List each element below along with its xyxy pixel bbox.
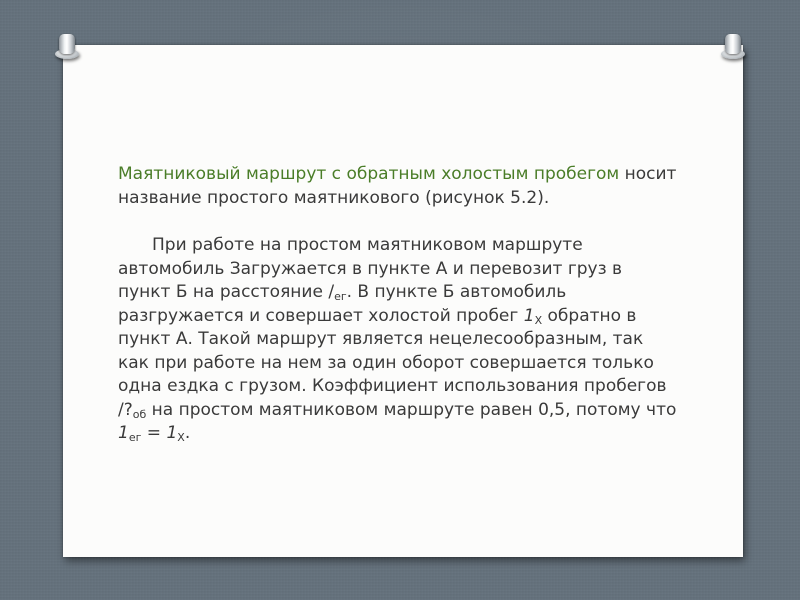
term-highlight: Маятниковый маршрут с обратным холостым пробегом (118, 164, 620, 184)
slide-text (118, 163, 678, 446)
paragraph-definition (118, 163, 678, 210)
pushpin-icon (55, 34, 79, 62)
variable: 1 (523, 305, 535, 326)
variable-subscript: ег (334, 290, 347, 303)
pushpin-icon (721, 34, 745, 62)
text-segment: = (141, 423, 167, 443)
definition-text: носит название простого маятникового (рисунок 5.2). (118, 164, 677, 208)
variable: /? (118, 399, 133, 420)
text-segment: . В пункте Б автомобиль разгружается и совершает холостой пробег (118, 282, 567, 326)
variable: 1 (118, 423, 129, 443)
variable-subscript: ег (128, 431, 142, 444)
text-segment: . (184, 423, 191, 443)
text-segment: на простом маятниковом маршруте равен 0,5, потому что (146, 399, 677, 420)
variable: 1 (166, 423, 178, 443)
text-segment: При работе на простом маятниковом маршруте автомобиль Загружается в пункте А и перевозит груз в пункт Б на расстояние (118, 235, 623, 302)
variable: / (328, 282, 335, 302)
text-segment: обратно в пункт А. Такой маршрут является нецелесообразным, так как при работе на нем за один оборот совершается только одна ездка с грузом. Коэффициент использования пробегов (118, 305, 667, 396)
variable-subscript: Х (534, 313, 543, 327)
variable-subscript: об (132, 407, 147, 421)
paragraph-description (118, 234, 678, 446)
variable-subscript: Х (177, 431, 185, 444)
